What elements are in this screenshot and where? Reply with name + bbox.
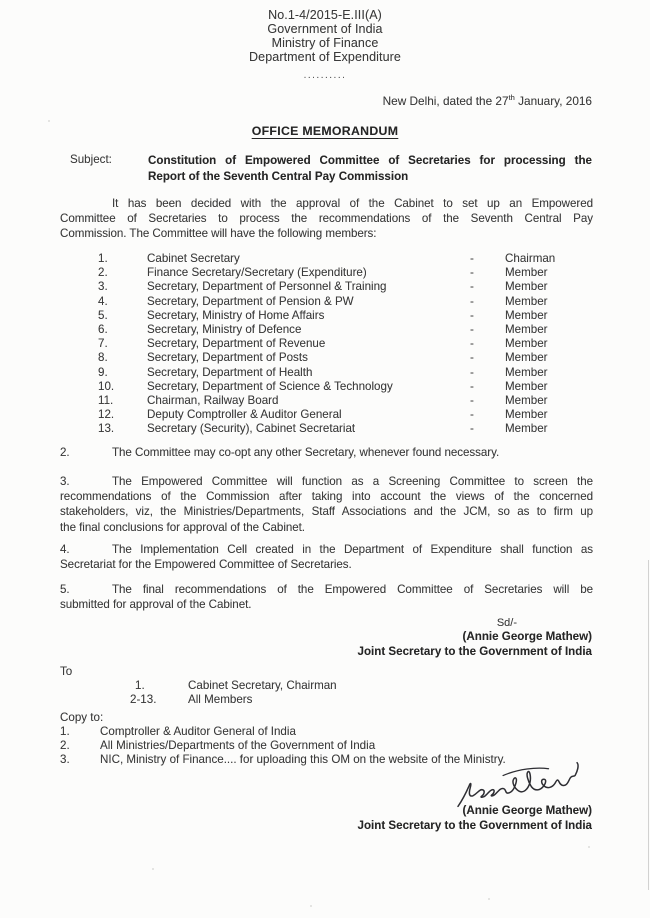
member-number: 7. bbox=[98, 337, 108, 351]
signatory-designation: Joint Secretary to the Government of India bbox=[357, 645, 592, 658]
member-role: Member bbox=[505, 266, 548, 280]
member-name: Cabinet Secretary bbox=[147, 252, 240, 265]
scan-speckle bbox=[588, 846, 590, 848]
copy-item-number: 3. bbox=[60, 753, 70, 766]
signatory-designation: Joint Secretary to the Government of India bbox=[357, 819, 592, 832]
member-name: Finance Secretary/Secretary (Expenditure) bbox=[147, 266, 367, 280]
subject-line: Report of the Seventh Central Pay Commission bbox=[148, 169, 409, 183]
member-number: 8. bbox=[98, 351, 108, 365]
dash: - bbox=[470, 393, 474, 407]
member-number: 3. bbox=[98, 280, 108, 294]
member-list bbox=[98, 252, 594, 436]
member-name: Secretary, Ministry of Defence bbox=[147, 322, 302, 336]
member-name: Secretary, Department of Posts bbox=[147, 351, 308, 365]
member-number: 11. bbox=[98, 393, 114, 407]
dash: - bbox=[470, 408, 474, 422]
date-suffix: January, 2016 bbox=[514, 93, 592, 108]
member-number: 10. bbox=[98, 379, 115, 393]
member-row bbox=[98, 408, 594, 422]
copy-to-label: Copy to: bbox=[60, 711, 104, 724]
subject-line: Constitution of Empowered Committee of Secretaries for processing the bbox=[148, 154, 592, 167]
member-role: Member bbox=[505, 393, 548, 407]
sd-notation: Sd/- bbox=[496, 617, 517, 629]
copy-item-text: All Ministries/Departments of the Government of India bbox=[100, 739, 376, 752]
dash: - bbox=[470, 379, 474, 393]
dash: - bbox=[470, 351, 474, 365]
paragraph-4 bbox=[60, 542, 593, 572]
member-row bbox=[98, 394, 594, 408]
paragraph-number: 2. bbox=[60, 446, 70, 459]
subject-label: Subject: bbox=[70, 153, 112, 166]
body-line: The Committee may co-opt any other Secretary, whenever found necessary. bbox=[112, 446, 500, 459]
body-line: recommendations of the Commission after taking into account the views of the concerned bbox=[60, 490, 593, 504]
member-row bbox=[98, 422, 594, 436]
member-row bbox=[98, 266, 594, 280]
member-row bbox=[98, 295, 594, 309]
org-line-ministry: Ministry of Finance bbox=[271, 36, 379, 50]
member-row bbox=[98, 309, 594, 323]
member-name: Secretary, Department of Science & Technology bbox=[147, 379, 393, 393]
ref-number: No.1-4/2015-E.III(A) bbox=[268, 8, 382, 22]
to-item bbox=[130, 679, 530, 693]
to-item-text: Cabinet Secretary, Chairman bbox=[188, 679, 337, 692]
member-name: Secretary, Ministry of Home Affairs bbox=[147, 308, 325, 322]
scan-speckle bbox=[488, 898, 490, 900]
body-line: stakeholders, viz, the Ministries/Departments, Staff Associations and the JCM, so as to firm up bbox=[60, 505, 593, 519]
to-item bbox=[130, 693, 530, 707]
body-line: Committee of Secretaries to process the recommendations of the Seventh Central Pay bbox=[60, 212, 593, 226]
memo-title: OFFICE MEMORANDUM bbox=[251, 124, 399, 138]
member-row bbox=[98, 351, 594, 365]
copy-to-list bbox=[60, 725, 600, 767]
member-number: 13. bbox=[98, 422, 115, 436]
member-number: 5. bbox=[98, 308, 108, 322]
paragraph-3 bbox=[60, 474, 593, 535]
member-role: Member bbox=[505, 422, 548, 436]
member-role: Member bbox=[505, 365, 548, 379]
dash: - bbox=[470, 252, 474, 265]
member-role: Member bbox=[505, 408, 548, 422]
dash: - bbox=[470, 280, 474, 294]
to-item-number: 2-13. bbox=[130, 692, 157, 706]
to-list bbox=[130, 679, 530, 707]
member-name: Secretary (Security), Cabinet Secretariat bbox=[147, 422, 356, 436]
scan-edge-line bbox=[648, 560, 650, 890]
dash: - bbox=[470, 266, 474, 280]
member-role: Member bbox=[505, 351, 548, 365]
paragraph-number: 4. bbox=[60, 543, 70, 556]
dash: - bbox=[470, 322, 474, 336]
member-number: 1. bbox=[98, 252, 108, 265]
dash: - bbox=[470, 294, 474, 308]
body-line: submitted for approval of the Cabinet. bbox=[60, 598, 252, 612]
member-name: Secretary, Department of Revenue bbox=[147, 337, 326, 351]
separator-dots: .......... bbox=[303, 70, 347, 81]
member-number: 9. bbox=[98, 365, 108, 379]
copy-item-text: Comptroller & Auditor General of India bbox=[100, 725, 296, 738]
paragraph-number: 5. bbox=[60, 583, 70, 596]
member-name: Chairman, Railway Board bbox=[147, 393, 279, 407]
member-role: Chairman bbox=[505, 252, 556, 265]
member-row bbox=[98, 337, 594, 351]
paragraph-5 bbox=[60, 582, 593, 612]
scan-speckle bbox=[48, 120, 50, 122]
scan-speckle bbox=[310, 905, 312, 907]
date-prefix: New Delhi, dated the 27 bbox=[382, 93, 509, 108]
body-line: The final recommendations of the Empowered Committee of Secretaries will be bbox=[112, 583, 593, 596]
member-role: Member bbox=[505, 322, 548, 336]
member-row bbox=[98, 323, 594, 337]
copy-item bbox=[60, 725, 600, 739]
body-line: The Implementation Cell created in the Department of Expenditure shall function as bbox=[112, 543, 593, 556]
member-number: 2. bbox=[98, 266, 108, 280]
member-row bbox=[98, 366, 594, 380]
body-line: Commission. The Committee will have the following members: bbox=[60, 227, 377, 241]
member-name: Secretary, Department of Pension & PW bbox=[147, 294, 354, 308]
member-role: Member bbox=[505, 280, 548, 294]
subject-text bbox=[148, 153, 592, 184]
member-number: 6. bbox=[98, 322, 108, 336]
dash: - bbox=[470, 337, 474, 351]
body-line: The Empowered Committee will function as a Screening Committee to screen the bbox=[112, 475, 593, 488]
member-name: Deputy Comptroller & Auditor General bbox=[147, 408, 342, 422]
date-superscript: th bbox=[508, 93, 515, 102]
dash: - bbox=[470, 422, 474, 436]
member-row bbox=[98, 280, 594, 294]
paragraph-2 bbox=[60, 445, 593, 460]
scan-speckle bbox=[152, 868, 154, 870]
org-line-department: Department of Expenditure bbox=[249, 50, 401, 64]
member-row bbox=[98, 252, 594, 266]
body-line: It has been decided with the approval of the Cabinet to set up an Empowered bbox=[112, 197, 593, 210]
body-line: the final conclusions for approval of the Cabinet. bbox=[60, 520, 305, 534]
to-label: To bbox=[60, 665, 73, 678]
signatory-name: (Annie George Mathew) bbox=[462, 804, 592, 817]
date-line bbox=[383, 93, 592, 108]
member-role: Member bbox=[505, 379, 548, 393]
paragraph-1 bbox=[60, 196, 593, 242]
member-number: 4. bbox=[98, 294, 108, 308]
copy-item-text: NIC, Ministry of Finance.... for uploading this OM on the website of the Ministry. bbox=[100, 753, 506, 766]
copy-item-number: 1. bbox=[60, 725, 70, 738]
member-name: Secretary, Department of Personnel & Training bbox=[147, 280, 387, 294]
to-item-number: 1. bbox=[135, 679, 145, 692]
dash: - bbox=[470, 308, 474, 322]
member-name: Secretary, Department of Health bbox=[147, 365, 313, 379]
body-line: Secretariat for the Empowered Committee of Secretaries. bbox=[60, 558, 352, 572]
signatory-name: (Annie George Mathew) bbox=[462, 630, 592, 643]
copy-item bbox=[60, 739, 600, 753]
member-role: Member bbox=[505, 337, 548, 351]
to-item-text: All Members bbox=[188, 692, 253, 706]
dash: - bbox=[470, 365, 474, 379]
member-role: Member bbox=[505, 308, 548, 322]
member-row bbox=[98, 380, 594, 394]
member-number: 12. bbox=[98, 408, 115, 422]
paragraph-number: 3. bbox=[60, 475, 70, 488]
member-role: Member bbox=[505, 294, 548, 308]
org-line-government: Government of India bbox=[267, 22, 383, 36]
copy-item-number: 2. bbox=[60, 739, 70, 752]
